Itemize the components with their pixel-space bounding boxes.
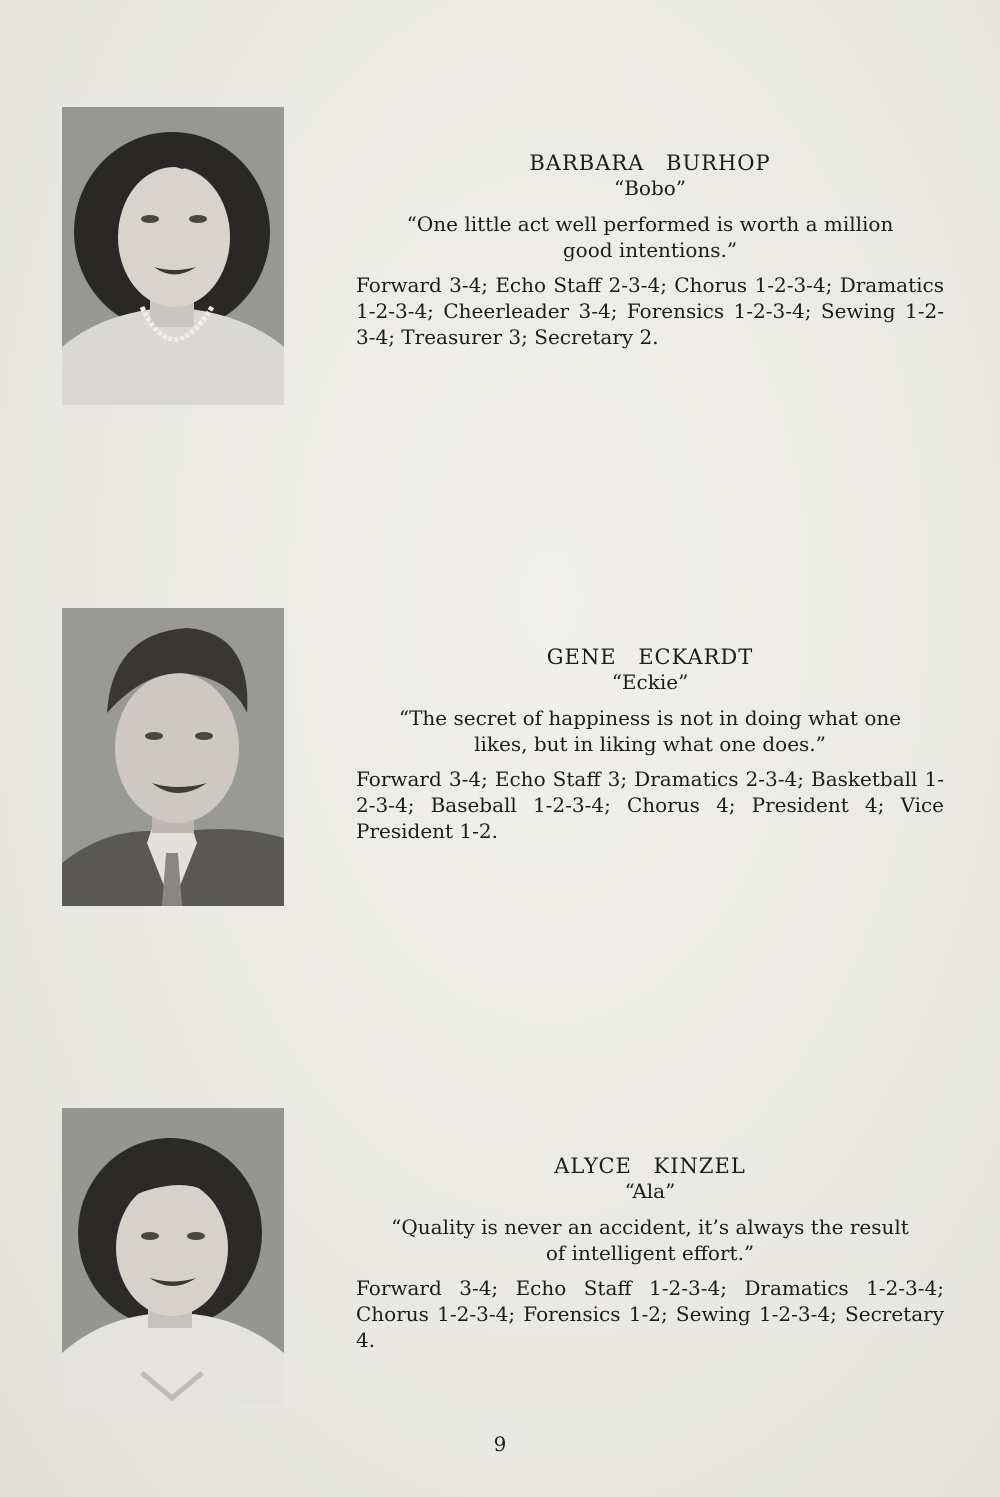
student-activities: Forward 3-4; Echo Staff 1-2-3-4; Dramatics 1-2-3-4; Chorus 1-2-3-4; Forensics 1-2; Sewing 1-2-3-4; Secretary 4. (356, 1276, 944, 1352)
student-name: GENE ECKARDT (546, 645, 754, 669)
student-info-2 (356, 644, 944, 844)
student-info-1 (356, 150, 944, 350)
student-portrait-2 (62, 608, 284, 906)
student-name: ALYCE KINZEL (554, 1154, 746, 1178)
student-quote: “Quality is never an accident, it’s always the result of intelligent effort.” (391, 1215, 909, 1265)
student-info-3 (356, 1153, 944, 1353)
student-nickname: “Ala” (624, 1179, 676, 1203)
student-activities: Forward 3-4; Echo Staff 2-3-4; Chorus 1-2-3-4; Dramatics 1-2-3-4; Cheerleader 3-4; Forensics 1-2-3-4; Sewing 1-2-3-4; Treasurer 3; Secretary 2. (356, 273, 944, 349)
student-activities: Forward 3-4; Echo Staff 3; Dramatics 2-3-4; Basketball 1-2-3-4; Baseball 1-2-3-4; Chorus 4; President 4; Vice President 1-2. (356, 767, 944, 843)
student-quote: “The secret of happiness is not in doing what one likes, but in liking what one does.” (398, 706, 902, 756)
student-quote: “One little act well performed is worth a million good intentions.” (406, 212, 894, 262)
student-nickname: “Eckie” (611, 670, 689, 694)
student-portrait-3 (62, 1108, 284, 1406)
student-name: BARBARA BURHOP (529, 151, 771, 175)
page-number: 9 (493, 1432, 507, 1456)
student-portrait-1 (62, 107, 284, 405)
student-nickname: “Bobo” (613, 176, 687, 200)
